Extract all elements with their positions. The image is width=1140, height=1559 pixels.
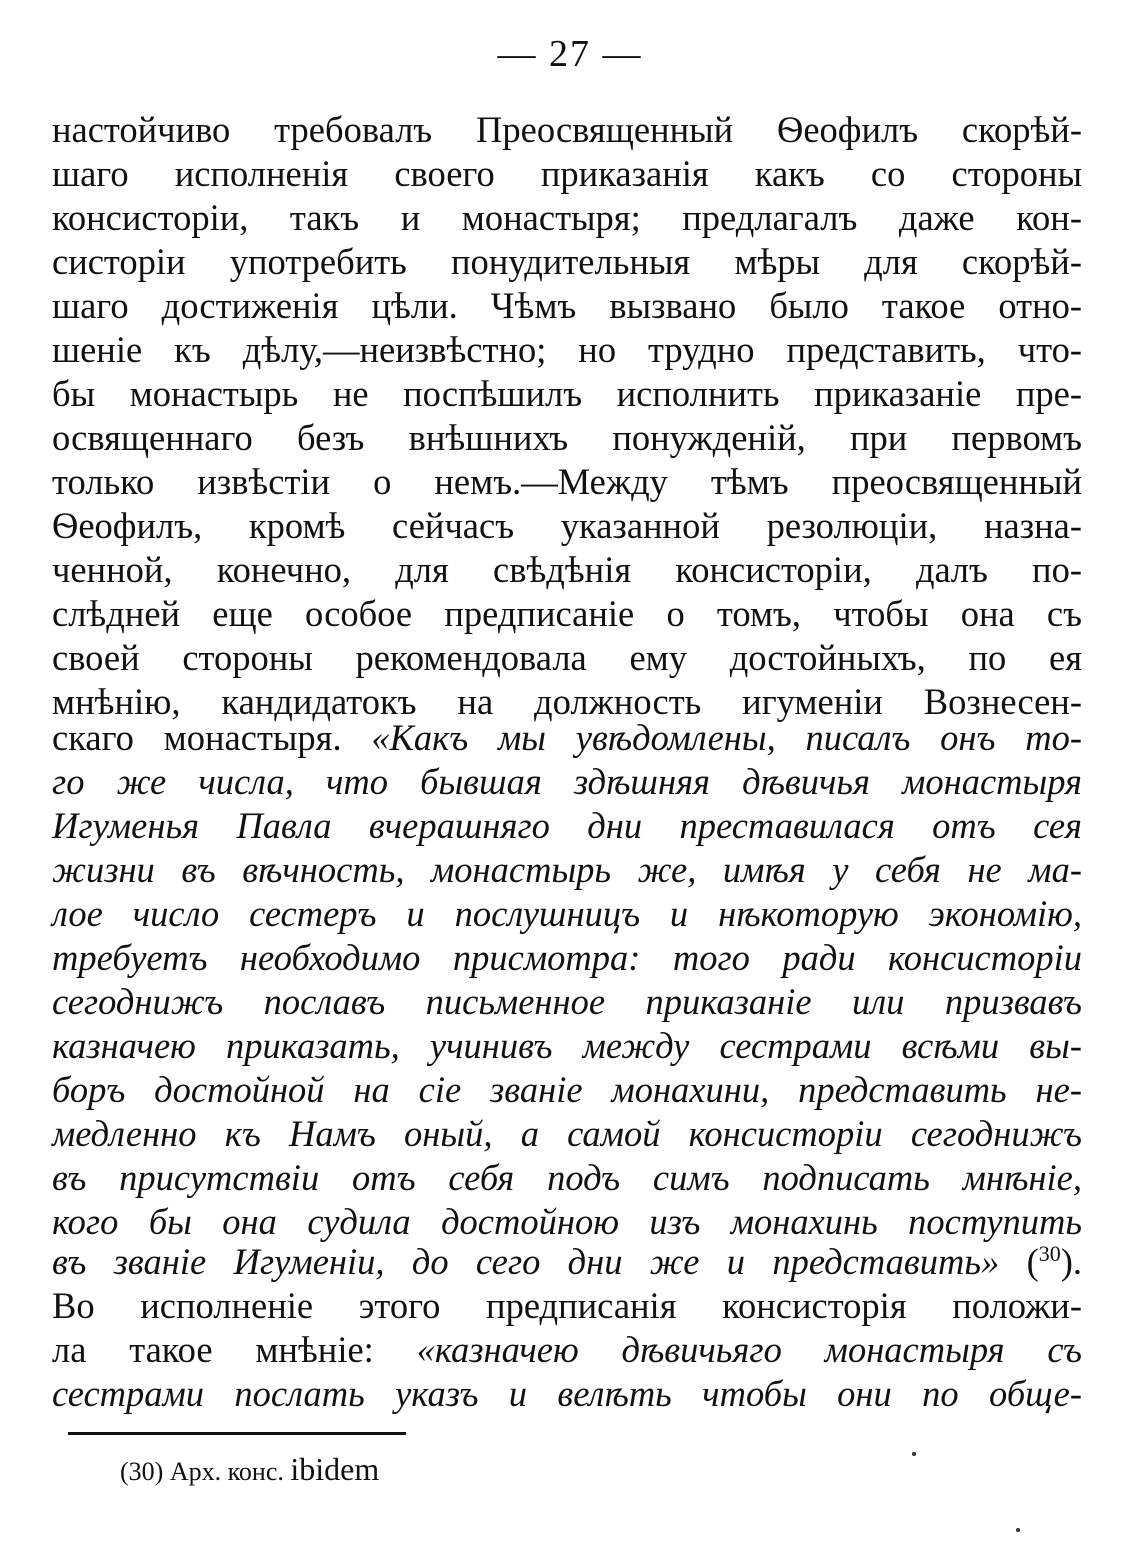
quote-line [52,1240,1082,1284]
text-span: скаго монастыря. [52,717,342,758]
quote-line: жизни въ вѣчность, монастырь же, имѣя у себя не ма- [52,849,1082,890]
quote-line: въ присутствіи отъ себя подъ симъ подписать мнѣніе, [52,1157,1082,1198]
print-speck [912,1452,916,1456]
quote-span: въ званіе Игуменіи, до сего дни же и представить» [52,1241,1000,1282]
footnote [120,1452,379,1489]
quote-line: требуетъ необходимо присмотра: того ради консисторіи [52,937,1082,978]
footnote-label: (30) Арх. конс. [120,1457,284,1486]
text-line: консисторіи, такъ и монастыря; предлагалъ даже кон- [52,197,1082,238]
footnote-ref [1027,1241,1082,1282]
text-line: настойчиво требовалъ Преосвященный Ѳеофилъ скорѣй- [52,109,1082,150]
text-span: ла такое мнѣніе: [52,1329,374,1370]
footnote-divider [68,1432,406,1435]
footnote-ref-number: 30 [1038,1240,1061,1266]
text-line: шаго исполненія своего приказанія какъ со стороны [52,153,1082,194]
quote-line: медленно къ Намъ оный, а самой консисторіи сегоднижъ [52,1113,1082,1154]
footnote-ref-open: ( [1026,1241,1039,1282]
text-line [52,716,1082,760]
quote-line: сестрами послать указъ и велѣть чтобы они по обще- [52,1373,1082,1414]
text-line: Во исполненіе этого предписанія консисторія положи- [52,1285,1082,1326]
quote-span: «Какъ мы увѣдомлены, писалъ онъ то- [371,717,1083,758]
text-line: шеніе къ дѣлу,—неизвѣстно; но трудно представить, что- [52,329,1082,370]
footnote-ref-close: ). [1060,1241,1083,1282]
quote-line: боръ достойной на сіе званіе монахини, представить не- [52,1069,1082,1110]
quote-line: го же числа, что бывшая здѣшняя дѣвичья монастыря [52,761,1082,802]
text-line: мнѣнію, кандидатокъ на должность игуменіи Вознесен- [52,681,1082,722]
text-line: слѣдней еще особое предписаніе о томъ, чтобы она съ [52,593,1082,634]
page-number: — 27 — [497,33,643,75]
text-line: только извѣстіи о немъ.—Между тѣмъ преосвященный [52,461,1082,502]
text-line [52,1328,1082,1372]
quote-span: «казначею дѣвичьяго монастыря съ [416,1329,1083,1370]
quote-line: сегоднижъ пославъ письменное приказаніе или призвавъ [52,981,1082,1022]
quote-line: казначею приказать, учинивъ между сестрами всѣми вы- [52,1025,1082,1066]
text-line: систоріи употребить понудительныя мѣры для скорѣй- [52,241,1082,282]
quote-line: кого бы она судила достойною изъ монахинь поступить [52,1201,1082,1242]
text-line: шаго достиженія цѣли. Чѣмъ вызвано было такое отно- [52,285,1082,326]
footnote-ibidem: ibidem [290,1451,380,1487]
text-line: ченной, конечно, для свѣдѣнія консисторіи, дaлъ по- [52,549,1082,590]
quote-line: Игуменья Павла вчерашняго дни преставилася отъ сея [52,805,1082,846]
text-line: Ѳеофилъ, кромѣ сейчасъ указанной резолюціи, назна- [52,505,1082,546]
print-speck [1016,1528,1020,1532]
text-line: своей стороны рекомендовала ему достойныхъ, по ея [52,637,1082,678]
quote-line: лое число сестеръ и послушницъ и нѣкоторую экономію, [52,893,1082,934]
text-line: освященнаго безъ внѣшнихъ понужденій, при первомъ [52,417,1082,458]
text-line: бы монастырь не поспѣшилъ исполнить приказаніе пре- [52,373,1082,414]
